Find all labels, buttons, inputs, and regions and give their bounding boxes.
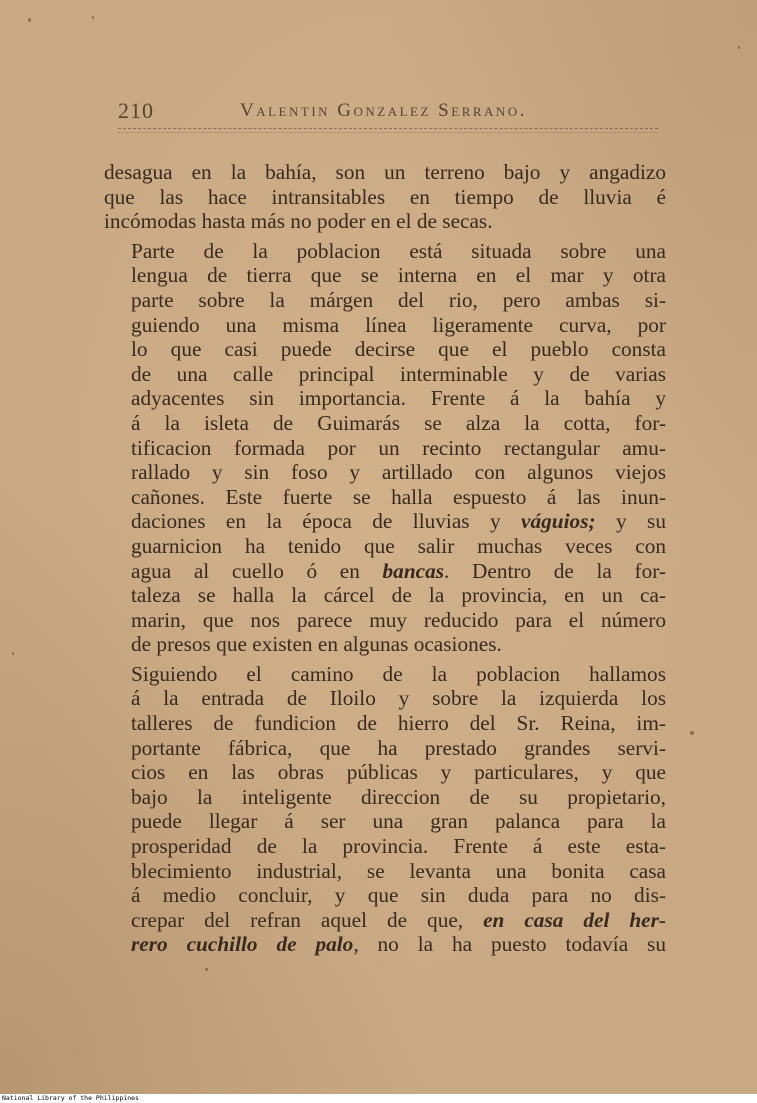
text-line: que las hace intransitables en tiempo de lluvia é <box>104 184 666 209</box>
text-segment: y su <box>595 509 666 534</box>
text-line: blecimiento industrial, se levanta una bonita casa <box>131 858 666 883</box>
text-line: bajo la inteligente direccion de su propietario, <box>131 784 666 809</box>
archive-credit: National Library of the Philippines <box>0 1094 757 1103</box>
text-line: de presos que existen en algunas ocasiones. <box>131 632 502 657</box>
text-line: Parte de la poblacion está situada sobre una <box>131 238 666 263</box>
text-line: guarnicion ha tenido que salir muchas veces con <box>131 533 666 558</box>
text-line <box>104 509 666 534</box>
text-line: guiendo una misma línea ligeramente curva, por <box>131 312 666 337</box>
text-line: puede llegar á ser una gran palanca para la <box>131 809 666 834</box>
paragraph-3 <box>104 662 666 957</box>
paper-speck <box>12 652 14 655</box>
italic-term: váguios; <box>521 509 596 534</box>
text-line: prosperidad de la provincia. Frente á este esta- <box>131 834 666 859</box>
text-line: parte sobre la márgen del rio, pero ambas si- <box>131 287 666 312</box>
text-segment: , <box>353 932 378 957</box>
text-segment: daciones en la época de lluvias y <box>131 509 522 534</box>
paragraph-1 <box>104 160 666 234</box>
text-line: cios en las obras públicas y particulares, y que <box>131 760 666 785</box>
text-line: portante fábrica, que ha prestado grandes servi- <box>131 735 666 760</box>
text-segment: agua al cuello ó en <box>131 558 383 583</box>
text-segment: . Dentro de la for- <box>444 558 666 583</box>
text-line: rallado y sin foso y artillado con algunos viejos <box>131 460 666 485</box>
paper-speck <box>690 731 694 735</box>
italic-term: bancas <box>382 558 445 583</box>
text-segment: crepar del refran aquel de que, <box>131 907 484 932</box>
body-text <box>104 160 666 957</box>
text-line: de una calle principal interminable y de varias <box>131 361 666 386</box>
paper-speck <box>738 46 740 49</box>
header-rule <box>118 128 658 133</box>
running-head <box>118 98 678 128</box>
text-segment: no la ha puesto todavía su <box>377 932 666 957</box>
text-line: adyacentes sin importancia. Frente á la bahía y <box>131 386 666 411</box>
text-line <box>104 932 666 957</box>
text-line: lengua de tierra que se interna en el mar y otra <box>131 263 666 288</box>
italic-term: en casa del her- <box>483 907 666 932</box>
running-title: Valentin Gonzalez Serrano. <box>240 100 527 121</box>
text-line: lo que casi puede decirse que el pueblo consta <box>131 337 666 362</box>
text-line: marin, que nos parece muy reducido para el número <box>131 607 666 632</box>
italic-term: rero cuchillo de palo <box>131 932 354 957</box>
text-line: Siguiendo el camino de la poblacion hallamos <box>131 661 666 686</box>
text-line: tificacion formada por un recinto rectangular amu- <box>131 435 666 460</box>
text-line <box>104 559 666 584</box>
paper-speck <box>28 18 31 22</box>
text-line: á medio concluir, y que sin duda para no dis- <box>131 883 666 908</box>
page-number: 210 <box>118 98 154 123</box>
text-line: cañones. Este fuerte se halla espuesto á las inun- <box>131 484 666 509</box>
text-line: talleres de fundicion de hierro del Sr. Reina, im- <box>131 711 666 736</box>
text-line <box>104 908 666 933</box>
paragraph-2 <box>104 239 666 657</box>
paper-speck <box>205 968 208 971</box>
text-line: desagua en la bahía, son un terreno bajo y angadizo <box>104 160 666 184</box>
text-line: á la entrada de Iloilo y sobre la izquierda los <box>131 686 666 711</box>
text-line: á la isleta de Guimarás se alza la cotta, for- <box>131 410 666 435</box>
text-line: taleza se halla la cárcel de la provincia, en un ca- <box>131 583 666 608</box>
paper-speck <box>92 16 94 19</box>
text-line: incómodas hasta más no poder en el de secas. <box>104 209 493 234</box>
